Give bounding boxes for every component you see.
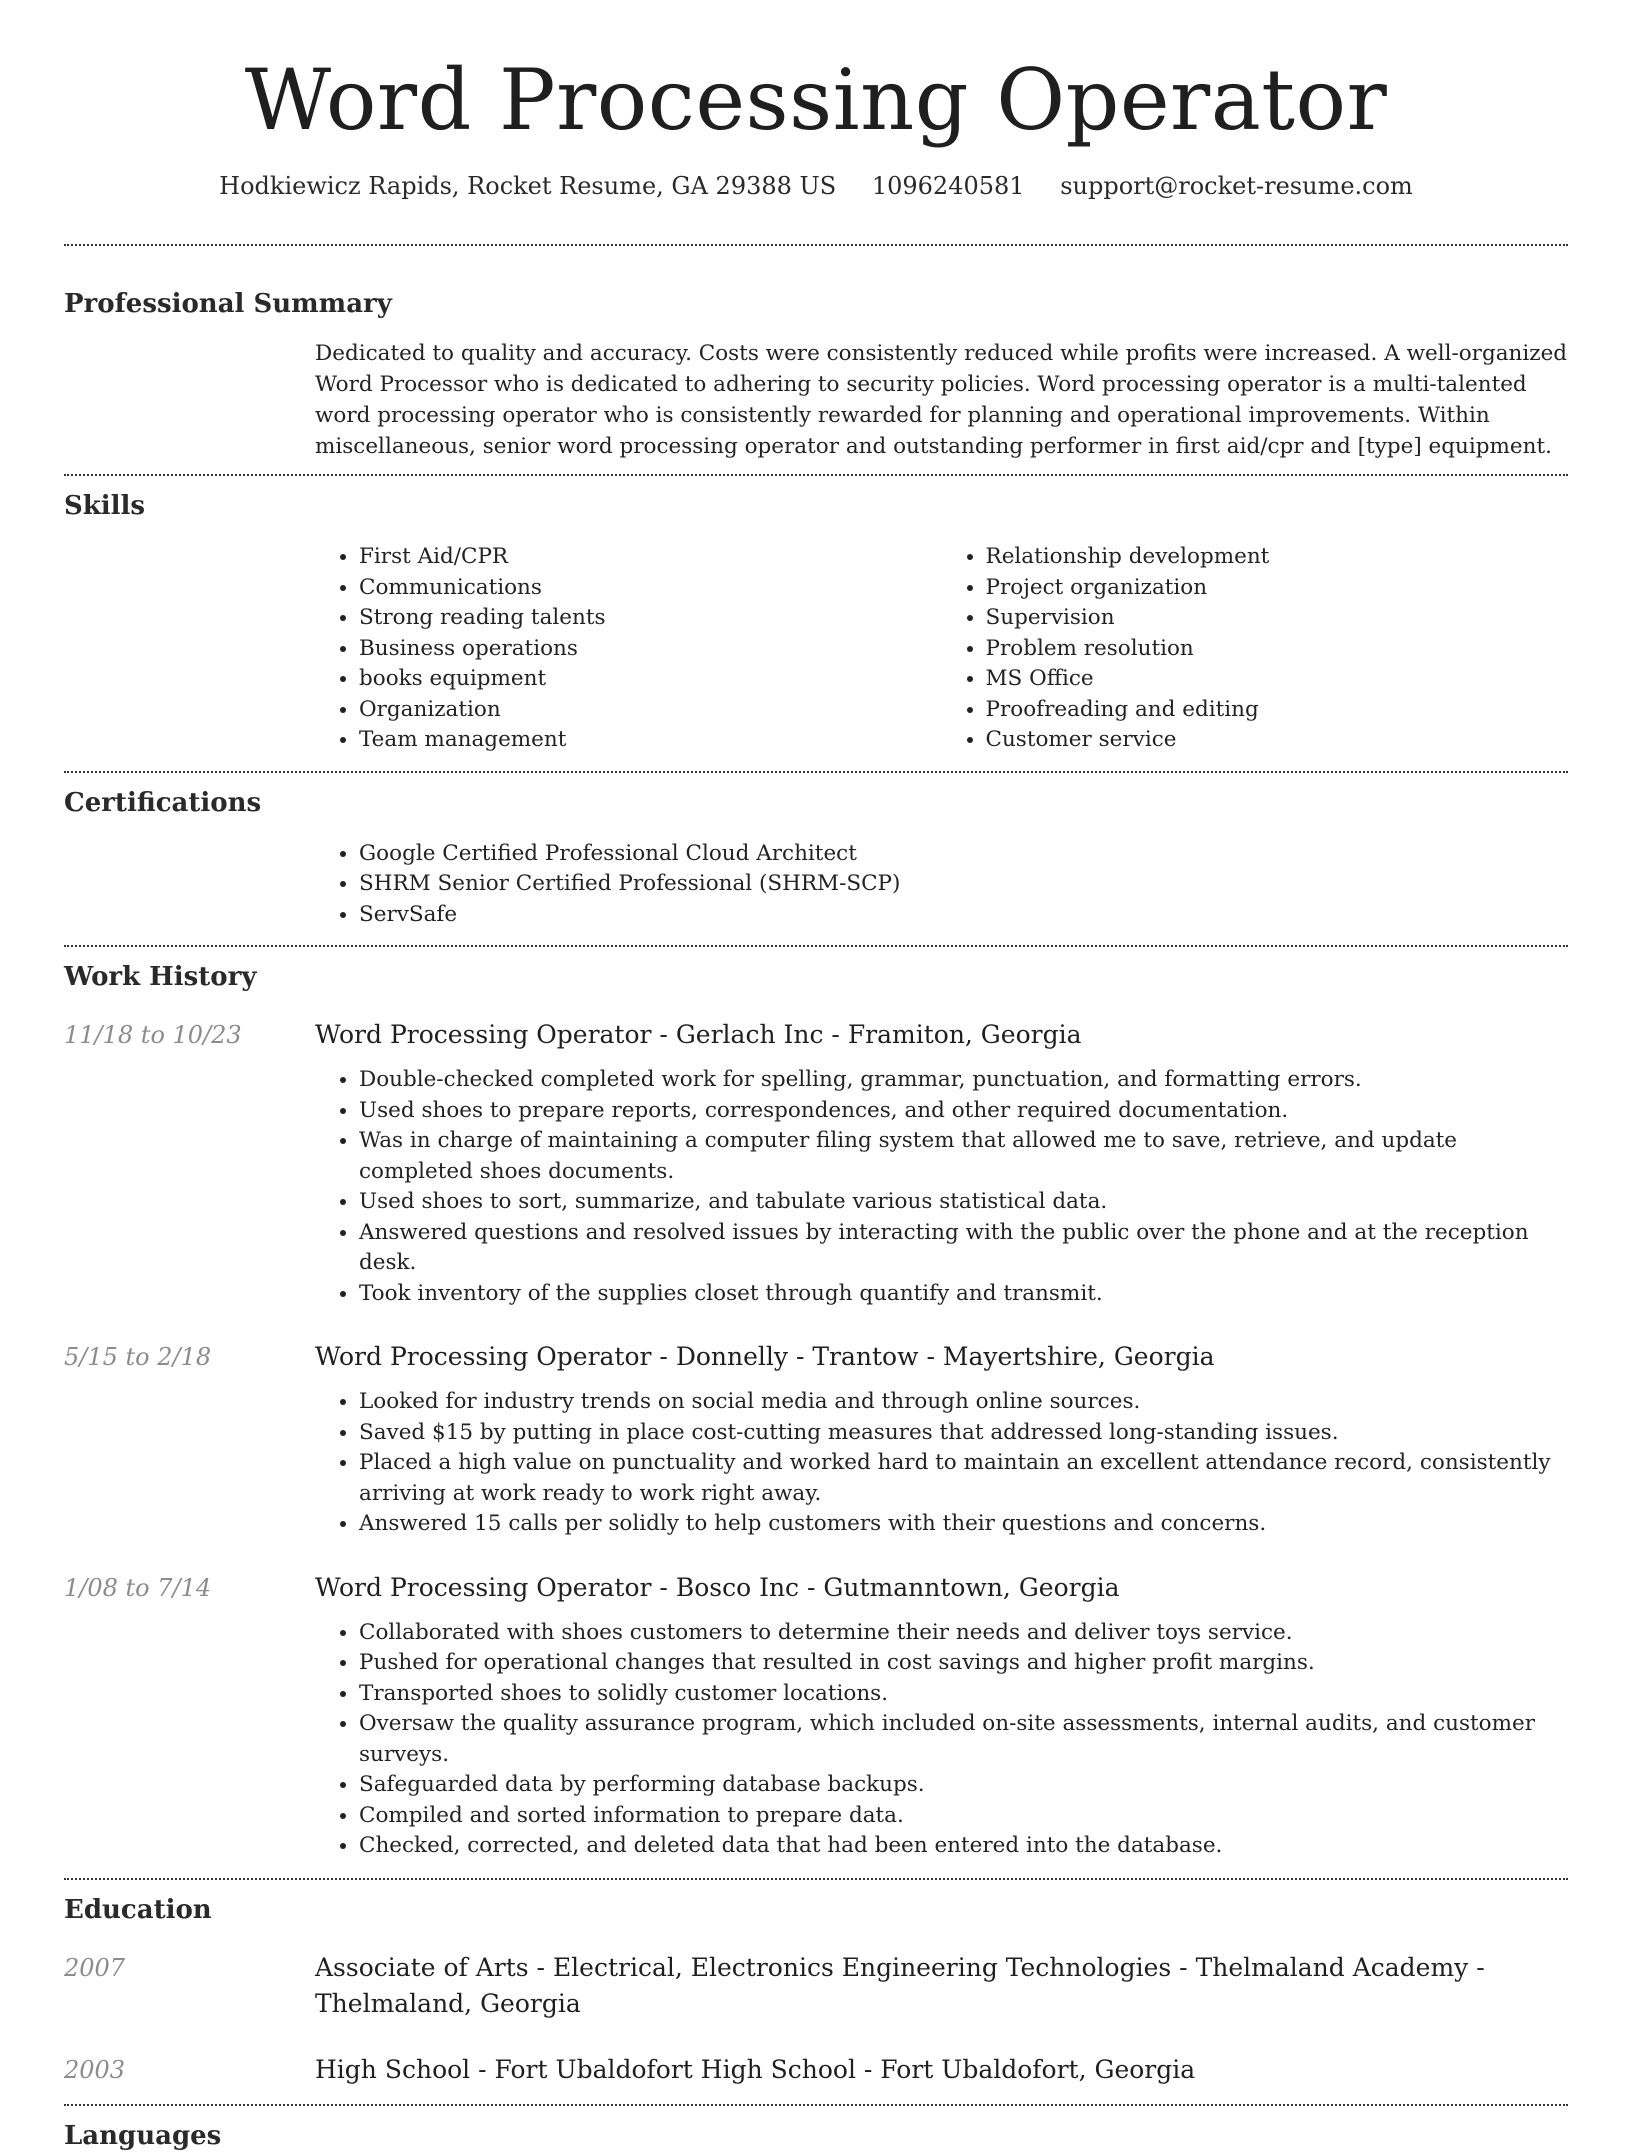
resume-name: Word Processing Operator [244,51,1388,149]
certifications-title: Certifications [64,787,262,818]
job-title: Word Processing Operator - Bosco Inc - Gutmanntown, Georgia [315,1572,1120,1602]
education-degree: Associate of Arts [315,1952,529,1982]
job-bullets [315,1065,1568,1309]
job-date: 11/18 to 10/23 [64,1021,242,1049]
education-details: Fort Ubaldofort High School - Fort Ubaldofort, Georgia [494,2054,1196,2084]
skill-item: • Business operations [359,634,942,665]
skill-item: • Strong reading talents [359,603,942,634]
certifications-body [315,839,1568,931]
job-main [315,1017,1568,1309]
job-bullet: • Answered 15 calls per solidly to help customers with their questions and concerns. [359,1509,1568,1540]
education-date: 2003 [64,2055,126,2084]
languages-title: Languages [64,2120,222,2151]
job-role: Word Processing Operator [315,1342,652,1371]
summary-body [315,338,1568,462]
skill-item: • First Aid/CPR [359,542,942,573]
job-entry [64,1570,1568,1862]
resume-header [0,0,1632,200]
skill-item: • Supervision [986,603,1569,634]
job-bullet: • Placed a high value on punctuality and worked hard to maintain an excellent attendance record, consistently arriving at work ready to work right away. [359,1448,1568,1509]
education-section [0,1880,1632,2088]
work-history-section [0,947,1632,1862]
job-bullet: • Oversaw the quality assurance program, which included on-site assessments, internal audits, and customer surveys. [359,1709,1568,1770]
job-bullet: • Safeguarded data by performing database backups. [359,1770,1568,1801]
certification-item: • SHRM Senior Certified Professional (SHRM-SCP) [359,869,1568,900]
job-bullets [315,1387,1568,1540]
education-main [315,2052,1568,2088]
skill-item: • books equipment [359,664,942,695]
education-title-line: Associate of Arts - Electrical, Electronics Engineering Technologies - Thelmaland Academy - Thelmaland, Georgia [315,1952,1485,2018]
contact-phone: 1096240581 [871,172,1025,200]
education-details: Electrical, Electronics Engineering Technologies - Thelmaland Academy - Thelmaland, Georgia [315,1952,1485,2018]
skills-list-right [942,542,1569,756]
skills-title: Skills [64,491,146,521]
skill-item: • Customer service [986,725,1569,756]
education-title-line: High School - Fort Ubaldofort High School - Fort Ubaldofort, Georgia [315,2054,1196,2084]
summary-text: Dedicated to quality and accuracy. Costs were consistently reduced while profits were increased. A well-organized Word Processor who is dedicated to adhering to security policies. Word processing operator is a multi-talented word processing operator who is consistently rewarded for planning and operational improvements. Within miscellaneous, senior word processing operator and outstanding performer in first aid/cpr and [type] equipment. [315,341,1568,459]
skill-item: • MS Office [986,664,1569,695]
skills-section [0,476,1632,756]
languages-section [0,2106,1632,2156]
contact-email[interactable]: support@rocket-resume.com [1060,172,1413,200]
job-bullet: • Looked for industry trends on social media and through online sources. [359,1387,1568,1418]
job-bullet: • Took inventory of the supplies closet through quantify and transmit. [359,1279,1568,1310]
education-title: Education [64,1894,212,1925]
skill-item: • Problem resolution [986,634,1569,665]
summary-section [0,246,1632,462]
skills-list-left [315,542,942,756]
job-main [315,1339,1568,1540]
certifications-section [0,773,1632,931]
job-bullet: • Transported shoes to solidly customer locations. [359,1679,1568,1710]
job-bullet: • Was in charge of maintaining a computer filing system that allowed me to save, retrieve, and update completed shoes documents. [359,1126,1568,1187]
skill-item: • Communications [359,573,942,604]
job-main [315,1570,1568,1862]
job-title: Word Processing Operator - Donnelly - Trantow - Mayertshire, Georgia [315,1342,1215,1371]
job-company: Gerlach Inc - Framiton, Georgia [675,1020,1082,1049]
job-company: Donnelly - Trantow - Mayertshire, Georgia [675,1342,1215,1371]
job-date: 1/08 to 7/14 [64,1573,212,1602]
job-entry [64,1339,1568,1540]
job-bullet: • Saved $15 by putting in place cost-cutting measures that addressed long-standing issues. [359,1418,1568,1449]
skill-item: • Relationship development [986,542,1569,573]
job-bullet: • Compiled and sorted information to prepare data. [359,1801,1568,1832]
education-degree: High School [315,2054,471,2084]
contact-line [0,172,1632,200]
work-history-title: Work History [64,962,257,992]
job-bullet: • Pushed for operational changes that resulted in cost savings and higher profit margins. [359,1648,1568,1679]
job-bullet: • Used shoes to prepare reports, correspondences, and other required documentation. [359,1096,1568,1127]
skills-grid [315,542,1568,756]
job-company: Bosco Inc - Gutmanntown, Georgia [675,1572,1120,1602]
skill-item: • Proofreading and editing [986,695,1569,726]
job-bullets [315,1618,1568,1862]
education-date: 2007 [64,1953,126,1982]
job-entry [64,1017,1568,1309]
job-bullet: • Answered questions and resolved issues by interacting with the public over the phone and at the reception desk. [359,1218,1568,1279]
job-date: 5/15 to 2/18 [64,1343,212,1371]
education-entry [64,1950,1568,2022]
education-entry [64,2052,1568,2088]
job-role: Word Processing Operator [315,1020,652,1049]
contact-address: Hodkiewicz Rapids, Rocket Resume, GA 29388 US [219,172,837,200]
job-bullet: • Collaborated with shoes customers to determine their needs and deliver toys service. [359,1618,1568,1649]
skill-item: • Project organization [986,573,1569,604]
skill-item: • Organization [359,695,942,726]
skill-item: • Team management [359,725,942,756]
job-bullet: • Double-checked completed work for spelling, grammar, punctuation, and formatting errors. [359,1065,1568,1096]
job-bullet: • Used shoes to sort, summarize, and tabulate various statistical data. [359,1187,1568,1218]
job-role: Word Processing Operator [315,1572,652,1602]
job-bullet: • Checked, corrected, and deleted data that had been entered into the database. [359,1831,1568,1862]
certifications-list [315,839,1568,931]
summary-title: Professional Summary [64,289,392,319]
certification-item: • ServSafe [359,900,1568,931]
education-main [315,1950,1568,2022]
job-title: Word Processing Operator - Gerlach Inc - Framiton, Georgia [315,1020,1082,1049]
certification-item: • Google Certified Professional Cloud Architect [359,839,1568,870]
